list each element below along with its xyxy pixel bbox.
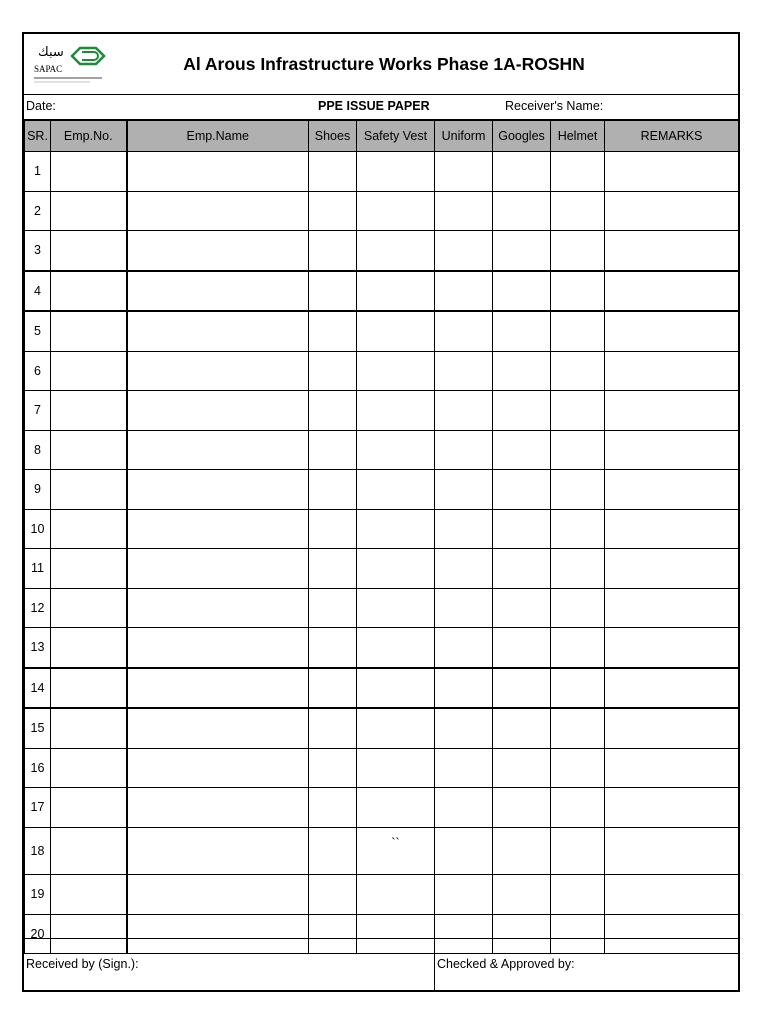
cell-safety-vest[interactable] xyxy=(357,875,435,915)
cell-emp-no[interactable] xyxy=(51,231,127,271)
sr-cell: 17 xyxy=(25,788,51,828)
cell-googles[interactable] xyxy=(493,827,551,875)
col-helmet: Helmet xyxy=(551,121,605,152)
col-emp-name: Emp.Name xyxy=(127,121,309,152)
cell-shoes[interactable] xyxy=(309,708,357,748)
cell-googles[interactable] xyxy=(493,152,551,192)
cell-helmet[interactable] xyxy=(551,668,605,709)
cell-googles[interactable] xyxy=(493,351,551,391)
cell-shoes[interactable] xyxy=(309,668,357,709)
sr-cell: 11 xyxy=(25,549,51,589)
table-row xyxy=(25,628,739,668)
sr-cell: 2 xyxy=(25,191,51,231)
cell-helmet[interactable] xyxy=(551,708,605,748)
cell-helmet[interactable] xyxy=(551,509,605,549)
table-row xyxy=(25,231,739,271)
cell-emp-no[interactable] xyxy=(51,191,127,231)
cell-helmet[interactable] xyxy=(551,470,605,510)
cell-shoes[interactable] xyxy=(309,430,357,470)
cell-safety-vest[interactable] xyxy=(357,191,435,231)
cell-googles[interactable] xyxy=(493,311,551,351)
cell-remarks[interactable] xyxy=(605,588,739,628)
col-sr: SR. xyxy=(25,121,51,152)
cell-remarks[interactable] xyxy=(605,668,739,709)
cell-emp-no[interactable] xyxy=(51,827,127,875)
cell-emp-name[interactable] xyxy=(127,351,309,391)
cell-uniform[interactable] xyxy=(435,311,493,351)
date-label: Date: xyxy=(26,99,56,113)
cell-emp-name[interactable] xyxy=(127,748,309,788)
cell-safety-vest[interactable] xyxy=(357,470,435,510)
sr-cell: 14 xyxy=(25,668,51,709)
cell-emp-name[interactable] xyxy=(127,588,309,628)
cell-shoes[interactable] xyxy=(309,788,357,828)
cell-remarks[interactable] xyxy=(605,509,739,549)
cell-safety-vest[interactable] xyxy=(357,231,435,271)
sr-cell: 12 xyxy=(25,588,51,628)
received-by-label: Received by (Sign.): xyxy=(26,957,139,971)
cell-emp-name[interactable] xyxy=(127,549,309,589)
cell-emp-no[interactable] xyxy=(51,748,127,788)
cell-emp-name[interactable] xyxy=(127,827,309,875)
cell-googles[interactable] xyxy=(493,470,551,510)
cell-shoes[interactable] xyxy=(309,231,357,271)
cell-emp-name[interactable] xyxy=(127,271,309,312)
cell-helmet[interactable] xyxy=(551,588,605,628)
cell-safety-vest[interactable] xyxy=(357,628,435,668)
cell-googles[interactable] xyxy=(493,549,551,589)
table-row xyxy=(25,708,739,748)
cell-remarks[interactable] xyxy=(605,152,739,192)
cell-uniform[interactable] xyxy=(435,191,493,231)
cell-uniform[interactable] xyxy=(435,549,493,589)
col-shoes: Shoes xyxy=(309,121,357,152)
cell-googles[interactable] xyxy=(493,588,551,628)
cell-uniform[interactable] xyxy=(435,430,493,470)
approved-by-label: Checked & Approved by: xyxy=(437,957,575,971)
cell-helmet[interactable] xyxy=(551,430,605,470)
cell-shoes[interactable] xyxy=(309,152,357,192)
cell-googles[interactable] xyxy=(493,628,551,668)
title-row xyxy=(24,34,738,95)
sr-cell: 7 xyxy=(25,391,51,431)
sr-cell: 13 xyxy=(25,628,51,668)
cell-googles[interactable] xyxy=(493,391,551,431)
cell-uniform[interactable] xyxy=(435,509,493,549)
cell-helmet[interactable] xyxy=(551,152,605,192)
sr-cell: 3 xyxy=(25,231,51,271)
cell-emp-name[interactable] xyxy=(127,628,309,668)
col-emp-no: Emp.No. xyxy=(51,121,127,152)
cell-remarks[interactable] xyxy=(605,470,739,510)
sr-cell: 15 xyxy=(25,708,51,748)
cell-emp-no[interactable] xyxy=(51,152,127,192)
cell-googles[interactable] xyxy=(493,708,551,748)
table-row xyxy=(25,311,739,351)
cell-remarks[interactable] xyxy=(605,827,739,875)
cell-emp-no[interactable] xyxy=(51,391,127,431)
table-row xyxy=(25,430,739,470)
cell-emp-name[interactable] xyxy=(127,430,309,470)
cell-emp-name[interactable] xyxy=(127,391,309,431)
cell-remarks[interactable] xyxy=(605,708,739,748)
cell-emp-no[interactable] xyxy=(51,788,127,828)
table-row xyxy=(25,391,739,431)
cell-googles[interactable] xyxy=(493,668,551,709)
cell-shoes[interactable] xyxy=(309,311,357,351)
svg-text:سبك: سبك xyxy=(38,45,64,60)
cell-remarks[interactable] xyxy=(605,788,739,828)
col-googles: Googles xyxy=(493,121,551,152)
sr-cell: 10 xyxy=(25,509,51,549)
cell-emp-name[interactable] xyxy=(127,231,309,271)
cell-googles[interactable] xyxy=(493,875,551,915)
table-row xyxy=(25,351,739,391)
cell-safety-vest[interactable] xyxy=(357,509,435,549)
cell-shoes[interactable] xyxy=(309,748,357,788)
cell-emp-name[interactable] xyxy=(127,191,309,231)
cell-uniform[interactable] xyxy=(435,351,493,391)
cell-shoes[interactable] xyxy=(309,271,357,312)
cell-helmet[interactable] xyxy=(551,875,605,915)
cell-uniform[interactable] xyxy=(435,708,493,748)
cell-emp-no[interactable] xyxy=(51,588,127,628)
cell-emp-no[interactable] xyxy=(51,430,127,470)
table-row xyxy=(25,549,739,589)
cell-remarks[interactable] xyxy=(605,875,739,915)
cell-helmet[interactable] xyxy=(551,271,605,312)
ppe-issue-form xyxy=(22,32,740,992)
sr-cell: 1 xyxy=(25,152,51,192)
cell-emp-name[interactable] xyxy=(127,152,309,192)
cell-helmet[interactable] xyxy=(551,351,605,391)
cell-helmet[interactable] xyxy=(551,827,605,875)
sr-cell: 16 xyxy=(25,748,51,788)
form-title: PPE ISSUE PAPER xyxy=(318,99,430,113)
footer-divider xyxy=(434,939,435,990)
cell-googles[interactable] xyxy=(493,788,551,828)
col-safety-vest: Safety Vest xyxy=(357,121,435,152)
sr-cell: 19 xyxy=(25,875,51,915)
cell-remarks[interactable] xyxy=(605,628,739,668)
cell-uniform[interactable] xyxy=(435,470,493,510)
sapac-logo xyxy=(30,42,110,88)
table-row xyxy=(25,152,739,192)
cell-shoes[interactable] xyxy=(309,588,357,628)
cell-googles[interactable] xyxy=(493,271,551,312)
cell-safety-vest[interactable] xyxy=(357,788,435,828)
cell-shoes[interactable] xyxy=(309,391,357,431)
cell-emp-no[interactable] xyxy=(51,351,127,391)
cell-emp-name[interactable] xyxy=(127,311,309,351)
cell-emp-no[interactable] xyxy=(51,875,127,915)
cell-emp-no[interactable] xyxy=(51,708,127,748)
sr-cell: 5 xyxy=(25,311,51,351)
cell-emp-name[interactable] xyxy=(127,788,309,828)
cell-safety-vest[interactable] xyxy=(357,351,435,391)
cell-shoes[interactable] xyxy=(309,191,357,231)
cell-uniform[interactable] xyxy=(435,231,493,271)
cell-safety-vest[interactable] xyxy=(357,152,435,192)
info-row xyxy=(24,94,738,120)
cell-helmet[interactable] xyxy=(551,191,605,231)
cell-safety-vest[interactable] xyxy=(357,430,435,470)
table-header-row xyxy=(25,121,739,152)
cell-helmet[interactable] xyxy=(551,391,605,431)
cell-helmet[interactable] xyxy=(551,549,605,589)
cell-uniform[interactable] xyxy=(435,588,493,628)
ppe-table xyxy=(24,120,739,954)
cell-helmet[interactable] xyxy=(551,748,605,788)
cell-safety-vest[interactable] xyxy=(357,271,435,312)
cell-remarks[interactable] xyxy=(605,391,739,431)
cell-remarks[interactable] xyxy=(605,271,739,312)
cell-emp-no[interactable] xyxy=(51,668,127,709)
cell-remarks[interactable] xyxy=(605,430,739,470)
cell-shoes[interactable] xyxy=(309,875,357,915)
cell-emp-no[interactable] xyxy=(51,549,127,589)
cell-uniform[interactable] xyxy=(435,628,493,668)
table-row xyxy=(25,668,739,709)
cell-safety-vest[interactable] xyxy=(357,708,435,748)
sr-cell: 9 xyxy=(25,470,51,510)
cell-safety-vest[interactable] xyxy=(357,391,435,431)
cell-remarks[interactable] xyxy=(605,191,739,231)
cell-uniform[interactable] xyxy=(435,875,493,915)
cell-emp-name[interactable] xyxy=(127,668,309,709)
document-title: Al Arous Infrastructure Works Phase 1A-ROSHN xyxy=(183,54,585,74)
cell-helmet[interactable] xyxy=(551,788,605,828)
cell-remarks[interactable] xyxy=(605,748,739,788)
table-row xyxy=(25,748,739,788)
cell-safety-vest[interactable] xyxy=(357,549,435,589)
col-remarks: REMARKS xyxy=(605,121,739,152)
cell-shoes[interactable] xyxy=(309,509,357,549)
table-row xyxy=(25,788,739,828)
cell-helmet[interactable] xyxy=(551,231,605,271)
cell-shoes[interactable] xyxy=(309,827,357,875)
table-row xyxy=(25,827,739,875)
cell-uniform[interactable] xyxy=(435,152,493,192)
receiver-name-label: Receiver's Name: xyxy=(505,99,604,113)
cell-remarks[interactable] xyxy=(605,351,739,391)
cell-uniform[interactable] xyxy=(435,748,493,788)
table-row xyxy=(25,588,739,628)
cell-emp-no[interactable] xyxy=(51,628,127,668)
cell-safety-vest[interactable] xyxy=(357,748,435,788)
cell-emp-no[interactable] xyxy=(51,311,127,351)
cell-emp-no[interactable] xyxy=(51,509,127,549)
cell-googles[interactable] xyxy=(493,231,551,271)
sr-cell: 6 xyxy=(25,351,51,391)
cell-emp-name[interactable] xyxy=(127,708,309,748)
cell-uniform[interactable] xyxy=(435,668,493,709)
cell-emp-name[interactable] xyxy=(127,470,309,510)
signature-footer xyxy=(24,938,738,990)
col-uniform: Uniform xyxy=(435,121,493,152)
cell-uniform[interactable] xyxy=(435,788,493,828)
cell-googles[interactable] xyxy=(493,748,551,788)
table-row xyxy=(25,509,739,549)
table-row xyxy=(25,875,739,915)
cell-emp-name[interactable] xyxy=(127,509,309,549)
table-row xyxy=(25,191,739,231)
sr-cell: 4 xyxy=(25,271,51,312)
cell-emp-no[interactable] xyxy=(51,470,127,510)
cell-uniform[interactable] xyxy=(435,827,493,875)
cell-remarks[interactable] xyxy=(605,549,739,589)
cell-shoes[interactable] xyxy=(309,351,357,391)
cell-googles[interactable] xyxy=(493,509,551,549)
cell-helmet[interactable] xyxy=(551,628,605,668)
table-row xyxy=(25,271,739,312)
sr-cell: 18 xyxy=(25,827,51,875)
cell-safety-vest[interactable] xyxy=(357,588,435,628)
cell-helmet[interactable] xyxy=(551,311,605,351)
table-row xyxy=(25,470,739,510)
sr-cell: 20 xyxy=(25,914,51,954)
cell-shoes[interactable] xyxy=(309,628,357,668)
cell-remarks[interactable] xyxy=(605,311,739,351)
cell-safety-vest[interactable] xyxy=(357,668,435,709)
cell-shoes[interactable] xyxy=(309,470,357,510)
stray-mark[interactable]: `` xyxy=(357,827,435,875)
cell-uniform[interactable] xyxy=(435,391,493,431)
cell-remarks[interactable] xyxy=(605,231,739,271)
cell-googles[interactable] xyxy=(493,430,551,470)
cell-emp-name[interactable] xyxy=(127,875,309,915)
sr-cell: 8 xyxy=(25,430,51,470)
cell-emp-no[interactable] xyxy=(51,271,127,312)
svg-text:SAPAC: SAPAC xyxy=(34,64,63,74)
cell-safety-vest[interactable] xyxy=(357,311,435,351)
cell-shoes[interactable] xyxy=(309,549,357,589)
cell-googles[interactable] xyxy=(493,191,551,231)
cell-uniform[interactable] xyxy=(435,271,493,312)
